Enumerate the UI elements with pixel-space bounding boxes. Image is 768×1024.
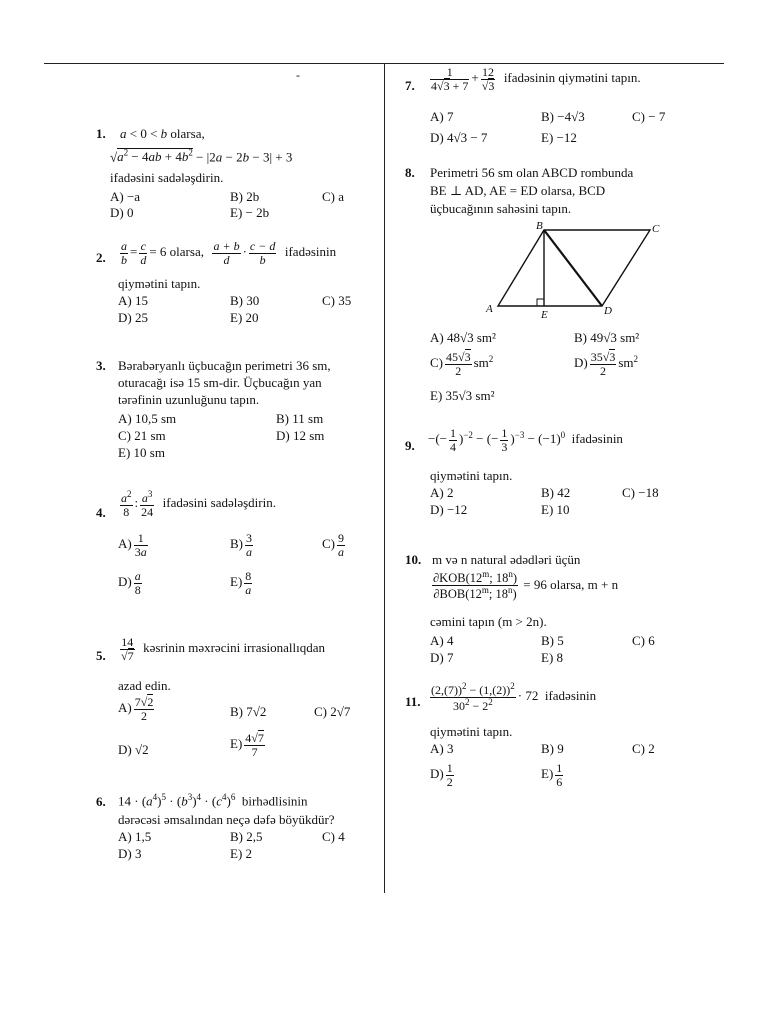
problem-text: qiymətini tapın.	[118, 276, 201, 291]
answer-option[interactable]: E) 35√3 sm²	[430, 388, 495, 403]
problem-expression: $\frac{(2,(7))^2 - (1,(2))^2}{30^2 - 2^2}$ · 72 ifadəsinin	[431, 681, 597, 713]
answer-option[interactable]: A) 48√3 sm²	[430, 330, 496, 345]
answer-option[interactable]: D) $\frac{a}{8}$	[118, 569, 141, 597]
problem-text: ifadəsini sadələşdirin.	[110, 170, 224, 185]
problem-text: cəmini tapın (m > 2n).	[430, 614, 547, 629]
problem-expression: $\frac{14}{√7}$ kəsrinin məxrəcini irrasionallıqdan	[121, 635, 326, 663]
problem-text: azad edin.	[118, 678, 171, 693]
answer-option[interactable]: D) 0	[110, 205, 134, 220]
answer-option[interactable]: C) a	[322, 189, 345, 204]
problem-expression: $\frac{1}{4√3 + 7}$ + $\frac{12}{√3}$ ifadəsinin qiymətini tapın.	[431, 65, 641, 93]
problem-expression: −(− $\frac{1}{4}$ )$^{-2}$ − (− $\frac{1}{3}$ )$^{-3} - (-1)^0$ ifadəsinin	[428, 426, 623, 454]
answer-option[interactable]: C) 35	[322, 293, 352, 308]
answer-option[interactable]: A) −a	[110, 189, 141, 204]
answer-option[interactable]: C) $\frac{45√3}{2}$ $sm^2$	[430, 350, 494, 378]
vertex-e-label: E	[541, 309, 548, 321]
problem-condition: a < 0 < b olarsa,	[120, 126, 205, 141]
answer-option[interactable]: B) 49√3 sm²	[574, 330, 640, 345]
answer-option[interactable]: B) 30	[230, 293, 260, 308]
problem-text: oturacağı isə 15 sm-dir. Üçbucağın yan	[118, 375, 322, 390]
answer-option[interactable]: B) 42	[541, 485, 571, 500]
answer-option[interactable]: A) 2	[430, 485, 454, 500]
answer-option[interactable]: C) $\frac{9}{a}$	[322, 531, 344, 559]
problem-number: 3.	[96, 358, 106, 373]
answer-option[interactable]: D) 7	[430, 650, 454, 665]
problem-expression: $\frac{a^2}{8}$ : $\frac{a^3}{24}$ ifadəsini sadələşdirin.	[121, 489, 276, 519]
answer-option[interactable]: A) 1,5	[118, 829, 152, 844]
answer-option[interactable]: D) 4√3 − 7	[430, 130, 488, 145]
answer-option[interactable]: E) $\frac{1}{6}$	[541, 761, 563, 789]
answer-option[interactable]: B) 9	[541, 741, 564, 756]
header-mark: -	[296, 68, 300, 82]
problem-text: Perimetri 56 sm olan ABCD rombunda	[430, 165, 634, 180]
answer-option[interactable]: C) 2	[632, 741, 655, 756]
problem-text: m və n natural ədədləri üçün	[432, 552, 581, 567]
answer-option[interactable]: C) 6	[632, 633, 655, 648]
answer-option[interactable]: D) 12 sm	[276, 428, 325, 443]
answer-option[interactable]: D) 25	[118, 310, 148, 325]
rhombus-figure	[484, 220, 674, 324]
vertex-b-label: B	[536, 220, 543, 232]
answer-option[interactable]: D) −12	[430, 502, 468, 517]
answer-option[interactable]: C) 4	[322, 829, 345, 844]
problem-number: 6.	[96, 794, 106, 809]
answer-option[interactable]: B) −4√3	[541, 109, 585, 124]
problem-text: Bərabəryanlı üçbucağın perimetri 36 sm,	[118, 358, 331, 373]
problem-text: qiymətini tapın.	[430, 468, 513, 483]
problem-number: 11.	[405, 694, 421, 709]
vertex-c-label: C	[652, 223, 660, 235]
problem-text: üçbucağının sahəsini tapın.	[430, 201, 572, 216]
answer-option[interactable]: C) 21 sm	[118, 428, 166, 443]
vertex-a-label: A	[486, 303, 493, 315]
answer-option[interactable]: D) 3	[118, 846, 142, 861]
answer-option[interactable]: E) $\frac{8}{a}$	[230, 569, 252, 597]
answer-option[interactable]: A) 15	[118, 293, 148, 308]
vertex-d-label: D	[604, 305, 612, 317]
answer-option[interactable]: A) $\frac{7√2}{2}$	[118, 695, 154, 723]
answer-option[interactable]: B) 11 sm	[276, 411, 324, 426]
answer-option[interactable]: D) $\frac{35√3}{2}$ $sm^2$	[574, 350, 638, 378]
problem-text: dərəcəsi əmsalından neçə dəfə böyükdür?	[118, 812, 335, 827]
answer-option[interactable]: A) 3	[430, 741, 454, 756]
answer-option[interactable]: E) −12	[541, 130, 577, 145]
answer-option[interactable]: E) 20	[230, 310, 259, 325]
problem-text: qiymətini tapın.	[430, 724, 513, 739]
answer-option[interactable]: E) $\frac{4√7}{7}$	[230, 731, 264, 759]
answer-option[interactable]: A) 10,5 sm	[118, 411, 177, 426]
answer-option[interactable]: A) $\frac{1}{3a}$	[118, 531, 147, 559]
answer-option[interactable]: B) 2,5	[230, 829, 263, 844]
answer-option[interactable]: A) 7	[430, 109, 454, 124]
answer-option[interactable]: E) 10	[541, 502, 570, 517]
problem-number: 8.	[405, 165, 415, 180]
problem-expression: $√a^2 - 4ab + 4b^2 - |2a - 2b - 3| + 3$	[110, 148, 293, 165]
problem-number: 10.	[405, 552, 422, 567]
problem-expression: $\frac{\partial KOB(12^m; 18^n)}{\partial BOB(12^m; 18^n)}$ = 96 olarsa, m + n	[433, 569, 619, 602]
problem-number: 9.	[405, 438, 415, 453]
problem-number: 5.	[96, 648, 106, 663]
problem-text: BE ⊥ AD, AE = ED olarsa, BCD	[430, 183, 606, 198]
answer-option[interactable]: E) 10 sm	[118, 445, 165, 460]
answer-option[interactable]: E) 2	[230, 846, 253, 861]
answer-option[interactable]: B) 2b	[230, 189, 260, 204]
problem-number: 1.	[96, 126, 106, 141]
answer-option[interactable]: C) −18	[622, 485, 659, 500]
answer-option[interactable]: C) 2√7	[314, 704, 351, 719]
problem-number: 4.	[96, 505, 106, 520]
problem-expression: $14 \cdot (a^4)^5 \cdot (b^3)^4 \cdot (c^4)^6$ birhədlisinin	[118, 792, 308, 809]
answer-option[interactable]: E) − 2b	[230, 205, 270, 220]
problem-condition: $\frac{a}{b}$ = $\frac{c}{d}$ = 6 olarsa, $\frac{a + b}{d}$ · $\frac{c - d}{b}$ ifadəsinin	[121, 239, 337, 267]
answer-option[interactable]: B) 7√2	[230, 704, 267, 719]
answer-option[interactable]: A) 4	[430, 633, 454, 648]
answer-option[interactable]: E) 8	[541, 650, 564, 665]
answer-option[interactable]: D) $\frac{1}{2}$	[430, 761, 453, 789]
answer-option[interactable]: B) $\frac{3}{a}$	[230, 531, 252, 559]
column-divider	[384, 63, 385, 893]
problem-text: tərəfinin uzunluğunu tapın.	[118, 392, 260, 407]
answer-option[interactable]: D) √2	[118, 742, 149, 757]
answer-option[interactable]: C) − 7	[632, 109, 666, 124]
answer-option[interactable]: B) 5	[541, 633, 564, 648]
problem-number: 2.	[96, 250, 106, 265]
problem-number: 7.	[405, 78, 415, 93]
